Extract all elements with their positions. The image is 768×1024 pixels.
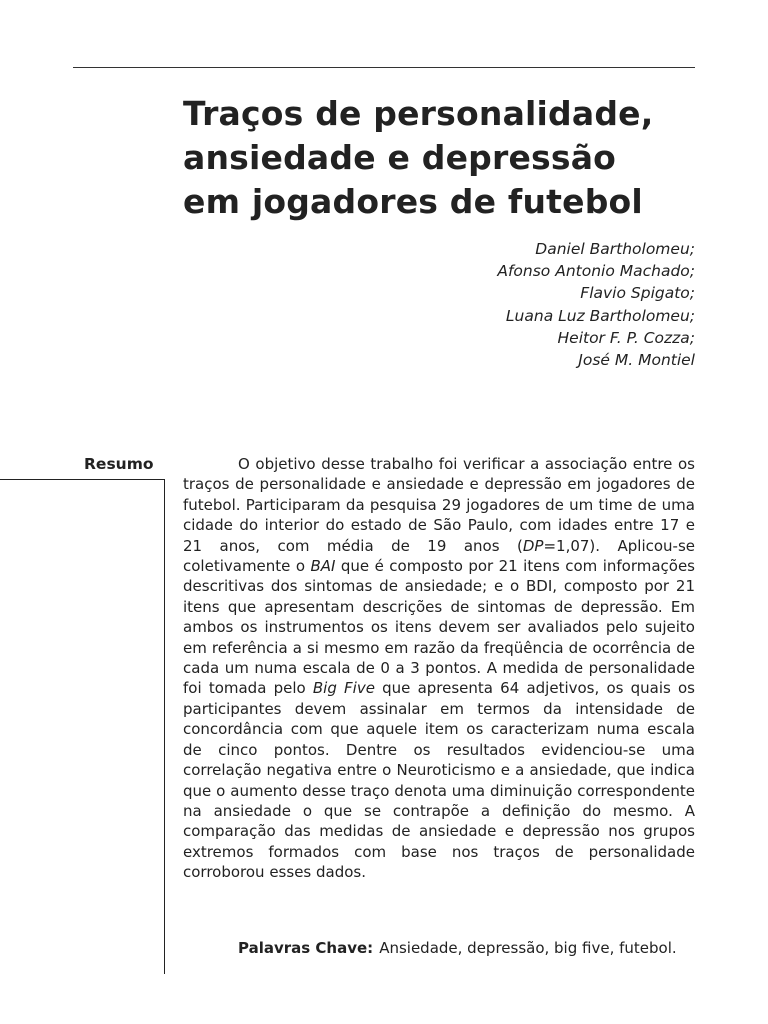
author: Heitor F. P. Cozza; xyxy=(557,328,695,347)
author: Afonso Antonio Machado; xyxy=(497,262,695,281)
abstract-rule-horizontal xyxy=(0,479,165,480)
abstract-italic-term: DP xyxy=(522,536,544,555)
author-list xyxy=(275,238,695,371)
top-rule xyxy=(73,67,695,68)
abstract-italic-term: Big Five xyxy=(312,679,375,698)
abstract-segment: =1,07). Aplicou-se coletivamente o xyxy=(183,536,695,576)
title-line: Traços de personalidade, xyxy=(183,94,654,133)
keywords-label: Palavras Chave: xyxy=(238,939,374,957)
article-title xyxy=(183,92,723,224)
author: José M. Montiel xyxy=(578,351,695,370)
author: Daniel Bartholomeu; xyxy=(535,240,695,258)
abstract-italic-term: BAI xyxy=(310,557,336,576)
title-line: ansiedade e depressão xyxy=(183,138,617,177)
abstract-rule-vertical xyxy=(164,479,165,974)
abstract-segment: que é composto por 21 itens com informações descritivas dos sintomas de ansiedade; e o BDI, composto por 21 itens que apresentam descrições de sintomas de depressão. Em ambos os instrumentos os itens devem ser avaliados pelo sujeito em referência a si mesmo em razão da freqüência de ocorrência de cada um numa escala de 0 a 3 pontos. A medida de personalidade foi tomada pelo xyxy=(183,557,695,698)
author: Luana Luz Bartholomeu; xyxy=(505,306,695,325)
keywords-text: Ansiedade, depressão, big five, futebol. xyxy=(379,939,677,957)
abstract-segment: O objetivo desse trabalho foi verificar a associação entre os traços de personalidade e ansiedade e depressão em jogadores de futebol. Participaram da pesquisa 29 jogadores de um time de uma cidade do interior do estado de São Paulo, com idades entre 17 e 21 anos, com média de 19 anos ( xyxy=(183,455,695,555)
keywords xyxy=(238,938,695,958)
author: Flavio Spigato; xyxy=(580,284,695,303)
abstract-label: Resumo xyxy=(84,455,154,473)
title-line: em jogadores de futebol xyxy=(183,182,643,221)
abstract-text xyxy=(183,454,695,883)
abstract-segment: que apresenta 64 adjetivos, os quais os participantes devem assinalar em termos da intensidade de concordância com que aquele item os caracterizam numa escala de cinco pontos. Dentre os resultados evidenciou-se uma correlação negativa entre o Neuroticismo e a ansiedade, que indica que o aumento desse traço denota uma diminuição correspondente na ansiedade o que se contrapõe a definição do mesmo. A comparação das medidas de ansiedade e depressão nos grupos extremos formados com base nos traços de personalidade corroborou esses dados. xyxy=(183,679,696,882)
